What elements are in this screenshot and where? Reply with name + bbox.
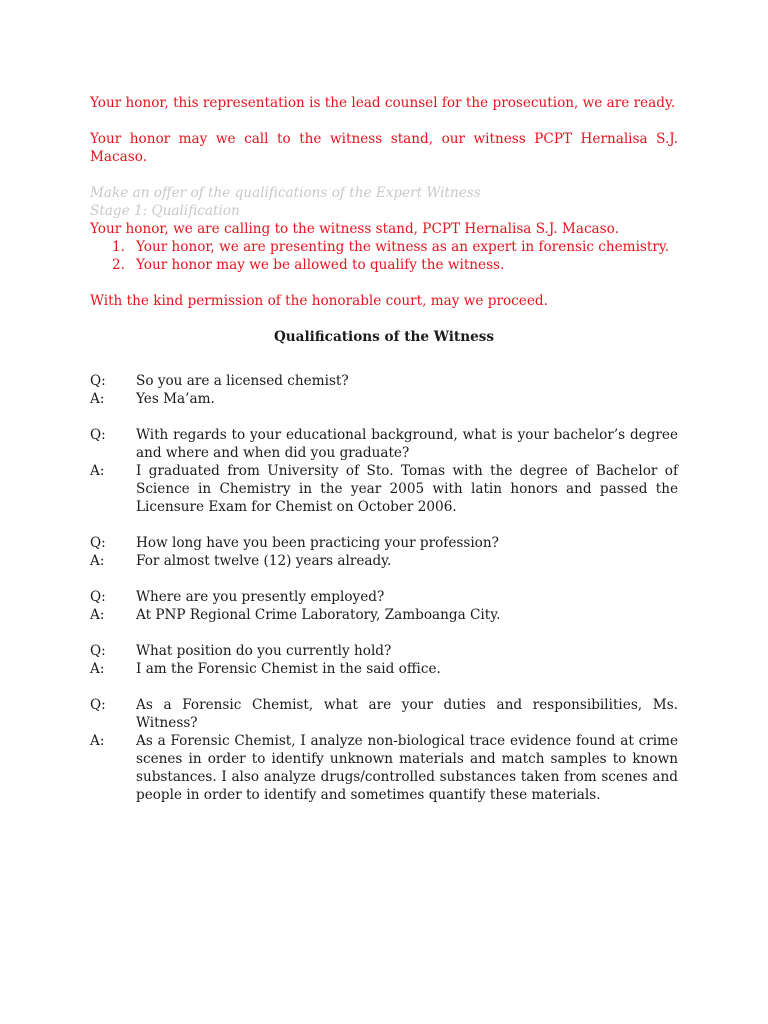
qa-block (90, 642, 678, 678)
question-text: What position do you currently hold? (136, 643, 392, 659)
qa-block (90, 372, 678, 408)
answer-row (90, 390, 678, 408)
answer-row (90, 606, 678, 624)
question-row (90, 372, 678, 390)
answer-text: I am the Forensic Chemist in the said office. (136, 661, 441, 677)
answer-tag: A: (90, 607, 105, 623)
qa-block (90, 588, 678, 624)
question-row (90, 534, 678, 552)
question-tag: Q: (90, 697, 106, 713)
question-row (90, 588, 678, 606)
offer-note-line-1: Make an offer of the qualifications of the Expert Witness (90, 185, 481, 201)
offer-list-text: Your honor, we are presenting the witness as an expert in forensic chemistry. (136, 239, 670, 255)
answer-tag: A: (90, 463, 105, 479)
answer-tag: A: (90, 733, 105, 749)
qa-block (90, 426, 678, 516)
question-tag: Q: (90, 373, 106, 389)
answer-row (90, 552, 678, 570)
answer-text: At PNP Regional Crime Laboratory, Zamboanga City. (136, 607, 501, 623)
answer-tag: A: (90, 553, 105, 569)
question-tag: Q: (90, 589, 106, 605)
question-row (90, 642, 678, 660)
question-text: So you are a licensed chemist? (136, 373, 349, 389)
question-row (90, 426, 678, 462)
intro-call-witness-paragraph: Your honor may we call to the witness stand, our witness PCPT Hernalisa S.J. Macaso. (90, 131, 678, 165)
offer-calling-paragraph: Your honor, we are calling to the witness stand, PCPT Hernalisa S.J. Macaso. (90, 221, 619, 237)
answer-text: I graduated from University of Sto. Tomas with the degree of Bachelor of Science in Chemistry in the year 2005 with latin honors and passed the Licensure Exam for Chemist on October 2006. (136, 463, 678, 515)
qa-block (90, 534, 678, 570)
answer-tag: A: (90, 661, 105, 677)
answer-row (90, 732, 678, 804)
offer-list-item (90, 256, 678, 274)
question-text: Where are you presently employed? (136, 589, 385, 605)
intro-ready-paragraph: Your honor, this representation is the lead counsel for the prosecution, we are ready. (90, 95, 676, 111)
question-text: How long have you been practicing your profession? (136, 535, 499, 551)
offer-note-line-2: Stage 1: Qualification (90, 203, 240, 219)
question-row (90, 696, 678, 732)
document-page (90, 94, 678, 822)
offer-list-item (90, 238, 678, 256)
question-tag: Q: (90, 427, 106, 443)
offer-permission-paragraph: With the kind permission of the honorable court, may we proceed. (90, 293, 548, 309)
qa-block (90, 696, 678, 804)
question-text: With regards to your educational background, what is your bachelor’s degree and where and when did you graduate? (136, 427, 678, 461)
question-text: As a Forensic Chemist, what are your duties and responsibilities, Ms. Witness? (136, 697, 678, 731)
question-tag: Q: (90, 643, 106, 659)
question-tag: Q: (90, 535, 106, 551)
offer-list-number: 2. (112, 257, 125, 273)
offer-list-text: Your honor may we be allowed to qualify the witness. (136, 257, 505, 273)
answer-tag: A: (90, 391, 105, 407)
answer-text: As a Forensic Chemist, I analyze non-biological trace evidence found at crime scenes in order to identify unknown materials and match samples to known substances. I also analyze drugs/controlled substances taken from scenes and people in order to identify and sometimes quantify these materials. (136, 733, 678, 803)
answer-text: For almost twelve (12) years already. (136, 553, 392, 569)
answer-row (90, 462, 678, 516)
answer-text: Yes Ma’am. (136, 391, 215, 407)
section-title: Qualifications of the Witness (273, 329, 495, 345)
offer-list (90, 238, 678, 274)
offer-list-number: 1. (112, 239, 125, 255)
answer-row (90, 660, 678, 678)
